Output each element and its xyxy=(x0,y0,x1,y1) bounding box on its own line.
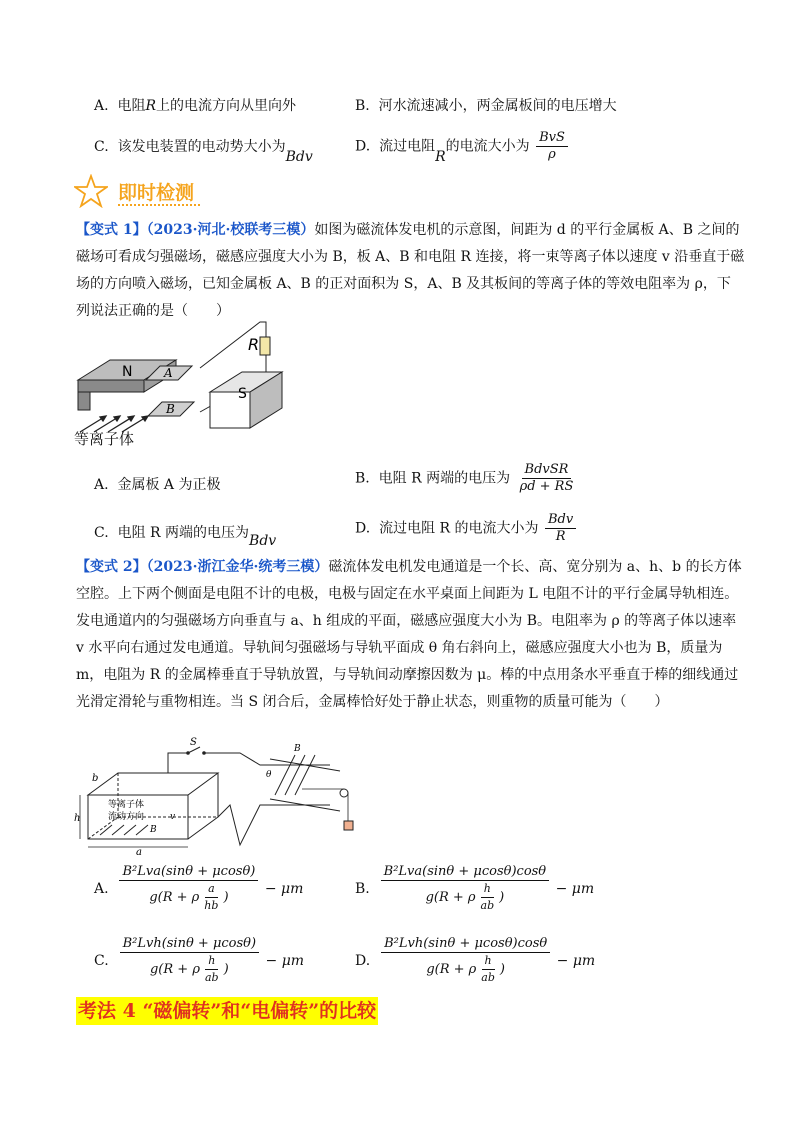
resistor-label: R xyxy=(248,335,260,354)
fraction-denominator: g(R + ρ $\frac{a}{hb}$ ) xyxy=(149,882,229,912)
option-text: 电阻 R 两端的电压为 xyxy=(117,525,250,541)
fraction-numerator: B²Lva(sinθ + μcosθ) xyxy=(119,864,258,881)
section-header xyxy=(74,174,224,210)
option-tail: − μm xyxy=(265,953,305,969)
option-tail: − μm xyxy=(555,881,595,897)
fraction-numerator: B²Lva(sinθ + μcosθ)cosθ xyxy=(381,864,549,881)
fraction-numerator: Bdv xyxy=(545,512,576,529)
plasma-label-1: 等离子体 xyxy=(108,800,145,810)
variant-tag: 【变式 1】 xyxy=(76,222,147,238)
option-label: A. xyxy=(94,98,109,114)
channel-rail-figure xyxy=(70,735,370,855)
north-pole-label: N xyxy=(122,364,133,380)
stem-line: 空腔。上下两个侧面是电阻不计的电极，电极与固定在水平桌面上间距为 L 电阻不计的平行金属导轨相连。 xyxy=(76,586,739,602)
switch-label: S xyxy=(190,737,197,748)
variant-tag: 【变式 2】 xyxy=(76,559,147,575)
resistor xyxy=(260,337,270,355)
option-tail: − μm xyxy=(264,881,304,897)
fraction-denominator: g(R + ρ $\frac{h}{ab}$ ) xyxy=(426,954,505,984)
section-title: 即时检测 xyxy=(118,182,195,204)
option-text: 河水流速减小，两金属板间的电压增大 xyxy=(378,98,617,114)
option-expr: Bdv xyxy=(285,149,313,165)
n-pole xyxy=(78,392,90,410)
option-text: 电阻 xyxy=(117,98,146,114)
v1-option-d xyxy=(355,512,578,545)
fraction-denominator: ρd + RS xyxy=(519,479,574,494)
option-label: B. xyxy=(355,470,370,487)
option-label: C. xyxy=(94,139,109,155)
option-text: 该发电装置的电动势大小为 xyxy=(117,139,286,155)
fraction-denominator: R xyxy=(555,529,566,544)
option-label: A. xyxy=(94,477,109,493)
option-label: D. xyxy=(355,520,371,537)
top-option-c xyxy=(94,137,313,165)
hanging-weight xyxy=(344,821,353,830)
option-fraction xyxy=(536,130,568,163)
section-underline xyxy=(118,204,200,206)
option-fraction xyxy=(545,512,576,545)
v1-option-b xyxy=(355,462,578,495)
fraction-numerator: BvS xyxy=(536,130,568,147)
variant2-stem xyxy=(76,554,742,716)
fraction-denominator: g(R + ρ $\frac{h}{ab}$ ) xyxy=(149,954,229,984)
top-option-b xyxy=(355,96,617,116)
variant-source: （2023·浙江金华·统考三模） xyxy=(146,559,329,575)
option-text: 流过电阻 xyxy=(379,138,436,155)
option-label: D. xyxy=(355,953,371,969)
v1-option-a xyxy=(94,475,220,495)
fraction-numerator: B²Lvh(sinθ + μcosθ)cosθ xyxy=(381,936,550,953)
plate-b-label: B xyxy=(166,402,175,416)
dim-b-label: b xyxy=(92,773,99,784)
variant-source: （2023·河北·校联考三模） xyxy=(146,222,315,238)
option-var: R xyxy=(145,98,157,114)
dim-h-label: h xyxy=(74,813,81,824)
fraction-numerator: B²Lvh(sinθ + μcosθ) xyxy=(120,936,260,953)
option-label: D. xyxy=(355,138,371,155)
plasma-label-2: 流动方向 xyxy=(108,812,145,822)
option-var: R xyxy=(435,148,446,165)
stem-line: v 水平向右通过发电通道。导轨间匀强磁场与导轨平面成 θ 角右斜向上，磁感应强度大小也为 B，质量为 xyxy=(76,640,723,656)
option-fraction xyxy=(381,936,550,986)
top-option-a xyxy=(94,96,296,116)
option-text: 的电流大小为 xyxy=(445,138,530,155)
option-label: B. xyxy=(355,98,370,114)
stem-line xyxy=(76,217,740,244)
v2-option-a xyxy=(94,864,303,914)
circuit-wires xyxy=(168,747,340,845)
stem-text: 磁流体发电机发电通道是一个长、高、宽分别为 a、h、b 的长方体 xyxy=(328,559,742,575)
option-text: 流过电阻 R 的电流大小为 xyxy=(379,520,539,537)
pulley xyxy=(340,789,348,797)
fraction-denominator: g(R + ρ $\frac{h}{ab}$ ) xyxy=(425,882,505,912)
option-text: 电阻 R 两端的电压为 xyxy=(378,470,511,487)
stem-line: 发电通道内的匀强磁场方向垂直与 a、h 组成的平面，磁感应强度大小为 B。电阻率为 ρ 的等离子体以速率 xyxy=(76,613,737,629)
stem-line: 场的方向喷入磁场，已知金属板 A、B 的正对面积为 S，A、B 及其板间的等离子体的等效电阻率为 ρ，下 xyxy=(76,276,731,292)
plate-a-label: A xyxy=(164,366,173,380)
option-fraction xyxy=(119,864,258,914)
option-tail: − μm xyxy=(556,953,596,969)
option-expr: Bdv xyxy=(249,533,277,549)
dim-a-label: a xyxy=(136,847,142,855)
v1-option-c xyxy=(94,523,277,549)
v2-option-c xyxy=(94,936,304,986)
south-pole-label: S xyxy=(238,386,247,402)
option-label: A. xyxy=(94,881,109,897)
fraction-denominator: ρ xyxy=(548,147,556,162)
field-label-1: B xyxy=(150,825,157,835)
variant1-stem xyxy=(76,217,745,325)
option-label: C. xyxy=(94,525,109,541)
stem-line xyxy=(76,554,742,581)
field-label-2: B xyxy=(294,744,301,754)
method-heading: 考法 4 “磁偏转”和“电偏转”的比较 xyxy=(76,997,378,1025)
top-option-d xyxy=(355,130,570,163)
stem-line: 光滑定滑轮与重物相连。当 S 闭合后，金属棒恰好处于静止状态，则重物的质量可能为（ ） xyxy=(76,694,669,710)
stem-line: 磁场可看成匀强磁场，磁感应强度大小为 B，板 A、B 和电阻 R 连接，将一束等离子体以速度 v 沿垂直于磁 xyxy=(76,249,745,265)
star-icon xyxy=(74,174,108,208)
stem-text: 如图为磁流体发电机的示意图，间距为 d 的平行金属板 A、B 之间的 xyxy=(314,222,740,238)
fraction-numerator: BdvSR xyxy=(522,462,572,479)
option-text: 上的电流方向从里向外 xyxy=(156,98,297,114)
option-fraction xyxy=(120,936,260,986)
option-fraction xyxy=(517,462,577,495)
v2-option-b xyxy=(355,864,594,914)
option-label: C. xyxy=(94,953,109,969)
option-label: B. xyxy=(355,881,370,897)
stem-line: 列说法正确的是（ ） xyxy=(76,303,230,319)
option-text: 金属板 A 为正极 xyxy=(117,477,221,493)
option-fraction xyxy=(381,864,549,914)
v2-option-d xyxy=(355,936,595,986)
plasma-label: 等离子体 xyxy=(74,430,135,448)
channel-field-arrows xyxy=(100,825,148,835)
velocity-label: v xyxy=(170,812,176,822)
theta-label: θ xyxy=(266,770,272,780)
stem-line: m，电阻为 R 的金属棒垂直于导轨放置，与导轨间动摩擦因数为 μ。棒的中点用条水平垂直于棒的细线通过 xyxy=(76,667,739,683)
